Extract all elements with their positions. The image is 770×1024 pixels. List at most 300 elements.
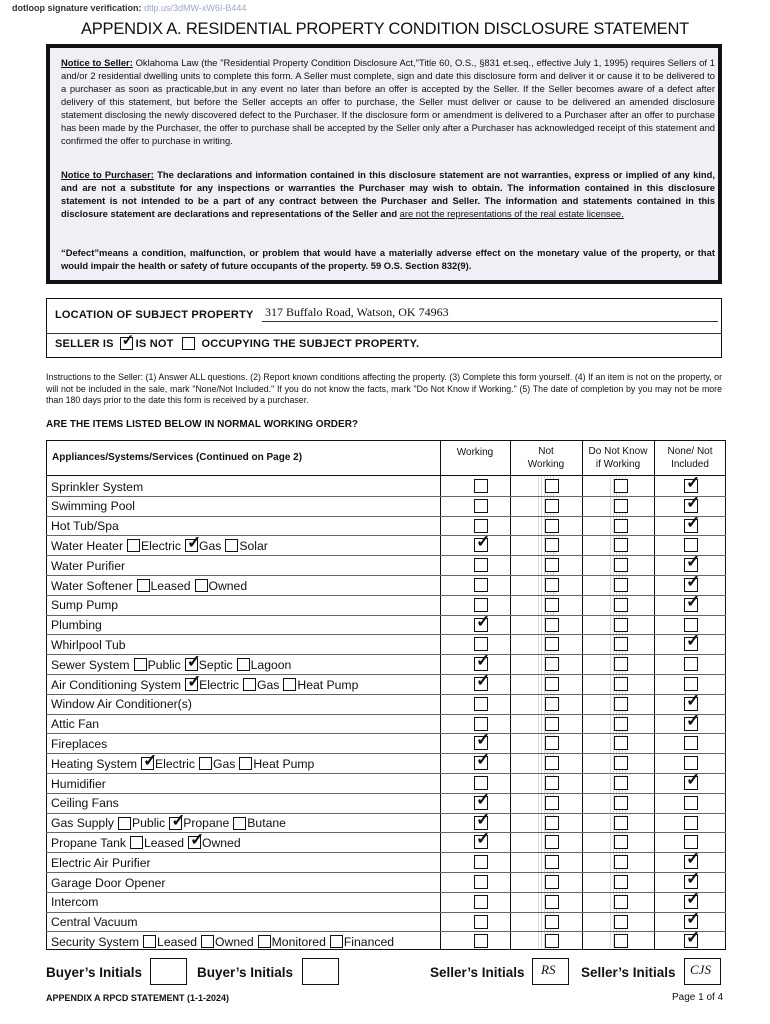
- row-name: Garage Door Opener: [51, 875, 166, 890]
- row-option: [225, 539, 267, 553]
- option-checkbox[interactable]: [127, 539, 140, 552]
- status-checkbox[interactable]: [474, 697, 488, 711]
- option-label: Owned: [215, 934, 254, 949]
- check-mark-icon: ✓: [686, 690, 701, 710]
- status-checkbox[interactable]: [474, 578, 488, 592]
- option-checkbox[interactable]: [141, 751, 158, 771]
- status-checkbox[interactable]: [474, 875, 488, 889]
- status-checkbox[interactable]: [474, 750, 491, 770]
- row-option: [137, 579, 191, 593]
- status-checkbox[interactable]: [684, 928, 701, 948]
- option-label: Gas: [213, 756, 236, 771]
- location-underline: [262, 321, 718, 322]
- option-checkbox[interactable]: [239, 757, 252, 770]
- option-checkbox[interactable]: [185, 533, 202, 553]
- status-checkbox[interactable]: [614, 558, 628, 572]
- option-checkbox[interactable]: [330, 935, 343, 948]
- seller-notice-heading: Notice to Seller:: [61, 57, 133, 68]
- option-checkbox[interactable]: [134, 658, 147, 671]
- status-checkbox[interactable]: [545, 835, 559, 849]
- row-option: [283, 678, 358, 692]
- row-name: Air Conditioning System: [51, 677, 182, 692]
- buyer-initials-label-2: Buyer’s Initials: [197, 965, 294, 980]
- row-divider: [46, 773, 726, 774]
- status-checkbox[interactable]: [474, 651, 491, 671]
- status-checkbox[interactable]: [684, 492, 701, 513]
- row-name: Attic Fan: [51, 717, 100, 732]
- status-checkbox[interactable]: [545, 499, 559, 513]
- row-divider: [46, 793, 726, 794]
- row-option: [134, 658, 181, 672]
- row-divider: [46, 733, 726, 734]
- table-row-label: [51, 810, 286, 833]
- items-heading: ARE THE ITEMS LISTED BELOW IN NORMAL WORKING ORDER?: [46, 419, 359, 430]
- status-checkbox[interactable]: [614, 816, 628, 830]
- row-option: [169, 810, 230, 831]
- row-name: Sump Pump: [51, 598, 119, 613]
- seller-is-label: SELLER IS: [55, 337, 114, 350]
- table-row-label: [51, 715, 99, 734]
- option-checkbox[interactable]: [185, 652, 202, 672]
- table-row-label: [51, 533, 268, 555]
- option-checkbox[interactable]: [118, 817, 131, 830]
- seller-notice-text: Oklahoma Law (the "Residential Property Condition Disclosure Act,"Title 60, O.S., §831 et.seq., effective July 1, 1995) requires Sellers of 1 and/or 2 residential dwelling units to complete this form. A Seller must complete, sign and date this disclosure form and deliver it or cause it to be delivered to a purchaser as soon as practicable,but in any event no later than before an offer is accepted by the Seller. If the Seller becomes aware of a defect after delivery of this statement, but before the Seller accepts an offer to purchase, the Seller must deliver or cause to be delivered an amended disclosure statement disclosing the newly discovered defect to the Purchaser. If the disclosure form or amendment is delivered to a Purchaser after an offer to purchase has been made by the Purchaser, the offer to purchase shall be accepted by the Seller only after a Purchaser has acknowledged receipt of this statement and confirmed the offer to purchase in writing.: [61, 57, 715, 146]
- table-row-label: [51, 672, 359, 694]
- buyer-initials-box-1[interactable]: [150, 958, 187, 985]
- option-checkbox[interactable]: [201, 935, 214, 948]
- row-name: Humidifier: [51, 776, 106, 791]
- status-checkbox[interactable]: [684, 888, 701, 909]
- row-divider: [46, 892, 726, 893]
- column-header: [510, 445, 582, 471]
- option-checkbox[interactable]: [169, 810, 186, 830]
- status-checkbox[interactable]: [474, 499, 488, 513]
- status-checkbox[interactable]: [545, 598, 559, 612]
- option-checkbox[interactable]: [188, 830, 205, 850]
- option-label: Owned: [208, 578, 248, 593]
- row-option: [195, 579, 248, 593]
- option-checkbox[interactable]: [283, 678, 296, 691]
- column-header-line: Working: [456, 447, 494, 458]
- status-checkbox[interactable]: [684, 512, 701, 533]
- status-checkbox[interactable]: [614, 895, 628, 909]
- status-checkbox[interactable]: [545, 796, 559, 810]
- row-name: Ceiling Fans: [51, 796, 119, 811]
- check-mark-icon: ✓: [686, 849, 701, 869]
- option-checkbox[interactable]: [233, 817, 246, 830]
- page-number: Page 1 of 4: [672, 992, 724, 1003]
- buyer-initials-label-1: Buyer’s Initials: [46, 965, 143, 980]
- table-row-label: [51, 497, 135, 516]
- status-checkbox[interactable]: [474, 895, 488, 909]
- check-mark-icon: ✓: [476, 829, 491, 849]
- status-checkbox[interactable]: [684, 677, 698, 691]
- table-row-label: [51, 774, 106, 793]
- status-checkbox[interactable]: [474, 829, 491, 849]
- table-row-label: [51, 873, 166, 892]
- dotloop-url[interactable]: dtlp.us/3dMW-xW6I-B444: [144, 3, 247, 13]
- status-checkbox[interactable]: [474, 789, 491, 810]
- check-mark-icon: ✓: [476, 532, 491, 552]
- dotloop-label: dotloop signature verification:: [12, 3, 142, 13]
- column-header: [582, 445, 654, 471]
- row-option: [118, 816, 165, 830]
- status-checkbox[interactable]: [614, 736, 628, 750]
- table-row-label: [51, 616, 102, 635]
- check-mark-icon: ✓: [686, 552, 701, 572]
- occupying-label: OCCUPYING THE SUBJECT PROPERTY.: [201, 337, 420, 350]
- notice-to-seller: [61, 56, 715, 147]
- instructions: Instructions to the Seller: (1) Answer ALL questions. (2) Report known conditions affecting the property. (3) Complete this form yourself. (4) If an item is not on the property, or will not be included in the sale, mark "None/Not Included." If you do not know the facts, mark "Do Not Know if Working." (5) The date of completion by you may not be more than 180 days prior to the date this form is received by a purchaser.: [46, 372, 722, 405]
- row-option: [199, 757, 235, 771]
- status-checkbox[interactable]: [474, 915, 488, 929]
- table-row-label: [51, 596, 118, 615]
- check-mark-icon: ✓: [476, 750, 491, 770]
- option-checkbox[interactable]: [225, 539, 238, 552]
- option-checkbox[interactable]: [195, 579, 208, 592]
- status-checkbox[interactable]: [684, 473, 701, 493]
- table-row-label: [51, 932, 394, 951]
- appendix-footer: APPENDIX A RPCD STATEMENT (1-1-2024): [46, 993, 230, 1003]
- status-checkbox[interactable]: [474, 611, 491, 632]
- row-name: Central Vacuum: [51, 915, 138, 930]
- row-name: Water Softener: [51, 578, 133, 593]
- column-header-line: Included: [671, 459, 709, 470]
- status-checkbox[interactable]: [684, 710, 701, 731]
- column-header-line: if Working: [595, 459, 641, 470]
- status-checkbox[interactable]: [684, 572, 701, 592]
- status-checkbox[interactable]: [545, 816, 559, 830]
- check-mark-icon: ✓: [171, 810, 186, 830]
- row-name: Window Air Conditioner(s): [51, 697, 192, 712]
- page-title: APPENDIX A. RESIDENTIAL PROPERTY CONDITION DISCLOSURE STATEMENT: [80, 20, 690, 38]
- status-checkbox[interactable]: [474, 558, 488, 572]
- row-name: Whirlpool Tub: [51, 637, 126, 652]
- option-label: Septic: [198, 657, 233, 672]
- status-checkbox[interactable]: [545, 637, 559, 651]
- status-checkbox[interactable]: [614, 855, 628, 869]
- check-mark-icon: ✓: [476, 730, 491, 750]
- table-row-label: [51, 734, 107, 753]
- status-checkbox[interactable]: [614, 697, 628, 711]
- row-option: [185, 652, 233, 672]
- location-field[interactable]: 317 Buffalo Road, Watson, OK 74963: [265, 305, 449, 319]
- row-option: [143, 935, 197, 949]
- row-option: [141, 751, 195, 771]
- option-checkbox[interactable]: [137, 579, 150, 592]
- purchaser-notice-heading: Notice to Purchaser:: [61, 169, 154, 180]
- row-name: Fireplaces: [51, 736, 108, 751]
- status-checkbox[interactable]: [614, 756, 628, 770]
- option-checkbox[interactable]: [130, 836, 143, 849]
- row-option: [330, 935, 394, 949]
- status-checkbox[interactable]: [614, 915, 628, 929]
- check-mark-icon: ✓: [686, 908, 701, 928]
- check-mark-icon: ✓: [476, 671, 491, 690]
- column-header-line: Working: [527, 459, 565, 470]
- status-checkbox[interactable]: [474, 934, 488, 948]
- option-label: Solar: [239, 538, 268, 553]
- status-checkbox[interactable]: [614, 519, 628, 533]
- option-label: Public: [132, 816, 166, 831]
- row-name: Water Heater: [51, 538, 124, 553]
- check-mark-icon: ✓: [476, 789, 491, 809]
- table-row-label: [51, 893, 98, 912]
- check-mark-icon: ✓: [686, 572, 701, 591]
- row-divider: [46, 714, 726, 715]
- option-label: Monitored: [271, 934, 326, 949]
- status-checkbox[interactable]: [474, 637, 488, 651]
- row-name: Sprinkler System: [51, 479, 144, 494]
- check-mark-icon: ✓: [686, 710, 701, 730]
- status-checkbox[interactable]: [614, 578, 628, 592]
- row-option: [130, 836, 184, 850]
- table-row-label: [51, 913, 137, 932]
- status-checkbox[interactable]: [474, 479, 488, 493]
- option-checkbox[interactable]: [243, 678, 256, 691]
- seller-initials-label-1: Seller’s Initials: [430, 965, 525, 980]
- option-label: Electric: [199, 677, 240, 692]
- status-checkbox[interactable]: [614, 934, 628, 948]
- row-divider: [46, 555, 726, 556]
- table-row-label: [51, 695, 192, 714]
- check-mark-icon: ✓: [143, 751, 158, 771]
- status-checkbox[interactable]: [614, 875, 628, 889]
- purchaser-notice-underlined: are not the representations of the real estate licensee.: [399, 208, 624, 219]
- seller-is-check: ✓: [121, 332, 135, 349]
- status-checkbox[interactable]: [545, 875, 559, 889]
- row-option: [239, 757, 314, 771]
- status-checkbox[interactable]: [684, 736, 698, 750]
- column-header-line: Do Not Know: [588, 446, 648, 457]
- status-checkbox[interactable]: [684, 835, 698, 849]
- dotloop-verification: [12, 3, 246, 13]
- status-checkbox[interactable]: [474, 532, 491, 552]
- status-checkbox[interactable]: [614, 796, 628, 810]
- row-name: Heating System: [51, 756, 138, 771]
- status-checkbox[interactable]: [474, 671, 491, 691]
- purchaser-notice-text: The declarations and information contained in this disclosure statement are not warranties, express or implied of any kind, and are not a substitute for any inspections or warranties the Purchaser may wish to obtain. The information contained in this disclosure statement is not intended to be a part of any contract between the Purchaser and Seller. The information and statements contained in this disclosure statement are declarations and representations of the Seller and: [61, 169, 715, 219]
- status-checkbox[interactable]: [474, 519, 488, 533]
- table-row-label: [51, 853, 151, 872]
- status-checkbox[interactable]: [474, 855, 488, 869]
- seller-initials-box-1[interactable]: [532, 958, 569, 985]
- status-checkbox[interactable]: [614, 657, 628, 671]
- row-name: Water Purifier: [51, 558, 126, 573]
- row-option: [258, 935, 326, 949]
- status-checkbox[interactable]: [684, 690, 701, 711]
- status-checkbox[interactable]: [684, 552, 701, 572]
- check-mark-icon: ✓: [686, 591, 701, 611]
- status-checkbox[interactable]: [684, 756, 698, 770]
- option-label: Leased: [150, 578, 191, 593]
- seller-is-checkbox[interactable]: [120, 332, 135, 350]
- status-checkbox[interactable]: [545, 538, 559, 552]
- status-checkbox[interactable]: [684, 591, 701, 612]
- option-checkbox[interactable]: [258, 935, 271, 948]
- check-mark-icon: ✓: [686, 869, 701, 888]
- table-row-label: [51, 477, 143, 496]
- column-header-line: Not: [538, 446, 554, 457]
- table-row-label: [51, 751, 315, 773]
- status-checkbox[interactable]: [684, 657, 698, 671]
- status-checkbox[interactable]: [684, 796, 698, 810]
- status-checkbox[interactable]: [545, 578, 559, 592]
- check-mark-icon: ✓: [686, 928, 701, 948]
- seller-signature-1: RS: [541, 962, 556, 977]
- row-option: [185, 672, 240, 692]
- status-checkbox[interactable]: [545, 934, 559, 948]
- status-checkbox[interactable]: [614, 776, 628, 790]
- option-label: Gas: [199, 538, 222, 553]
- seller-occupancy-row: [55, 332, 420, 350]
- status-checkbox[interactable]: [545, 697, 559, 711]
- seller-initials-box-2[interactable]: [684, 958, 721, 985]
- status-checkbox[interactable]: [474, 598, 488, 612]
- check-mark-icon: ✓: [476, 651, 491, 671]
- status-checkbox[interactable]: [684, 770, 701, 790]
- status-checkbox[interactable]: [545, 915, 559, 929]
- status-checkbox[interactable]: [684, 908, 701, 929]
- table-row-label: [51, 830, 241, 852]
- status-checkbox[interactable]: [545, 736, 559, 750]
- notice-to-purchaser: [61, 168, 715, 220]
- status-checkbox[interactable]: [545, 677, 559, 691]
- status-checkbox[interactable]: [474, 717, 488, 731]
- column-header-line: None/ Not: [667, 446, 713, 457]
- status-checkbox[interactable]: [614, 677, 628, 691]
- column-header: [440, 446, 510, 459]
- row-divider: [46, 595, 726, 596]
- appliances-header: Appliances/Systems/Services (Continued on Page 2): [52, 452, 303, 463]
- check-mark-icon: ✓: [476, 611, 491, 631]
- table-row-label: [51, 576, 247, 595]
- status-checkbox[interactable]: [684, 849, 701, 869]
- row-option: [188, 830, 241, 850]
- status-checkbox[interactable]: [545, 717, 559, 731]
- check-mark-icon: ✓: [686, 770, 701, 789]
- row-option: [185, 533, 222, 553]
- row-option: [237, 658, 292, 672]
- option-label: Propane: [183, 816, 230, 831]
- table-row-label: [51, 652, 292, 674]
- row-divider: [46, 516, 726, 517]
- check-mark-icon: ✓: [187, 533, 202, 553]
- row-name: Plumbing: [51, 618, 102, 633]
- column-header: [654, 445, 726, 471]
- status-checkbox[interactable]: [614, 479, 628, 493]
- row-name: Electric Air Purifier: [51, 855, 151, 870]
- check-mark-icon: ✓: [686, 492, 701, 512]
- status-checkbox[interactable]: [474, 776, 488, 790]
- status-checkbox[interactable]: [684, 869, 701, 889]
- status-checkbox[interactable]: [614, 538, 628, 552]
- row-option: [243, 678, 279, 692]
- status-checkbox[interactable]: [545, 479, 559, 493]
- row-name: Hot Tub/Spa: [51, 519, 119, 534]
- option-label: Electric: [141, 538, 181, 553]
- status-checkbox[interactable]: [684, 538, 698, 552]
- status-checkbox[interactable]: [545, 519, 559, 533]
- option-checkbox[interactable]: [199, 757, 212, 770]
- table-row-label: [51, 794, 119, 813]
- option-label: Heat Pump: [253, 756, 315, 771]
- option-label: Leased: [157, 934, 198, 949]
- row-option: [233, 816, 286, 830]
- row-divider: [46, 496, 726, 497]
- option-label: Heat Pump: [297, 677, 359, 692]
- location-label: LOCATION OF SUBJECT PROPERTY: [55, 309, 254, 321]
- status-checkbox[interactable]: [614, 598, 628, 612]
- row-name: Security System: [51, 934, 140, 949]
- status-checkbox[interactable]: [545, 776, 559, 790]
- check-mark-icon: ✓: [476, 809, 491, 829]
- status-checkbox[interactable]: [614, 717, 628, 731]
- option-checkbox[interactable]: [237, 658, 250, 671]
- status-checkbox[interactable]: [614, 499, 628, 513]
- is-not-checkbox[interactable]: [182, 337, 195, 350]
- status-checkbox[interactable]: [614, 637, 628, 651]
- row-option: [201, 935, 254, 949]
- option-label: Owned: [201, 835, 241, 850]
- check-mark-icon: ✓: [686, 631, 701, 651]
- option-label: Electric: [155, 756, 195, 771]
- check-mark-icon: ✓: [686, 473, 701, 492]
- status-checkbox[interactable]: [684, 631, 701, 651]
- row-name: Gas Supply: [51, 816, 115, 831]
- check-mark-icon: ✓: [686, 888, 701, 908]
- option-checkbox[interactable]: [143, 935, 156, 948]
- seller-signature-2: CJS: [690, 962, 711, 977]
- status-checkbox[interactable]: [614, 618, 628, 632]
- check-mark-icon: ✓: [686, 512, 701, 532]
- check-mark-icon: ✓: [189, 830, 205, 850]
- status-checkbox[interactable]: [684, 618, 698, 632]
- location-divider: [46, 333, 722, 334]
- buyer-initials-box-2[interactable]: [302, 958, 339, 985]
- check-mark-icon: ✓: [186, 652, 202, 672]
- status-checkbox[interactable]: [545, 756, 559, 770]
- status-checkbox[interactable]: [545, 855, 559, 869]
- row-option: [127, 539, 181, 553]
- status-checkbox[interactable]: [545, 558, 559, 572]
- option-label: Leased: [144, 835, 184, 850]
- status-checkbox[interactable]: [474, 809, 491, 830]
- status-checkbox[interactable]: [684, 816, 698, 830]
- seller-initials-label-2: Seller’s Initials: [581, 965, 676, 980]
- check-mark-icon: ✓: [187, 672, 202, 691]
- status-checkbox[interactable]: [545, 657, 559, 671]
- row-divider: [46, 634, 726, 635]
- row-name: Propane Tank: [51, 835, 126, 850]
- table-row-label: [51, 556, 125, 575]
- status-checkbox[interactable]: [545, 618, 559, 632]
- option-label: Lagoon: [250, 657, 292, 672]
- notice-box: [46, 44, 722, 284]
- status-checkbox[interactable]: [614, 835, 628, 849]
- table-row-label: [51, 635, 126, 654]
- status-checkbox[interactable]: [545, 895, 559, 909]
- row-name: Sewer System: [51, 657, 130, 672]
- option-checkbox[interactable]: [185, 672, 202, 691]
- row-divider: [46, 615, 726, 616]
- table-row-label: [51, 517, 119, 536]
- status-checkbox[interactable]: [474, 730, 491, 750]
- row-name: Intercom: [51, 895, 99, 910]
- defect-definition: “Defect”means a condition, malfunction, or problem that would have a materially adverse effect on the monetary value of the property, or that would impair the health or safety of future occupants of the property. 59 O.S. Section 832(9).: [61, 247, 715, 271]
- option-label: Financed: [343, 934, 394, 949]
- is-not-label: IS NOT: [135, 337, 174, 350]
